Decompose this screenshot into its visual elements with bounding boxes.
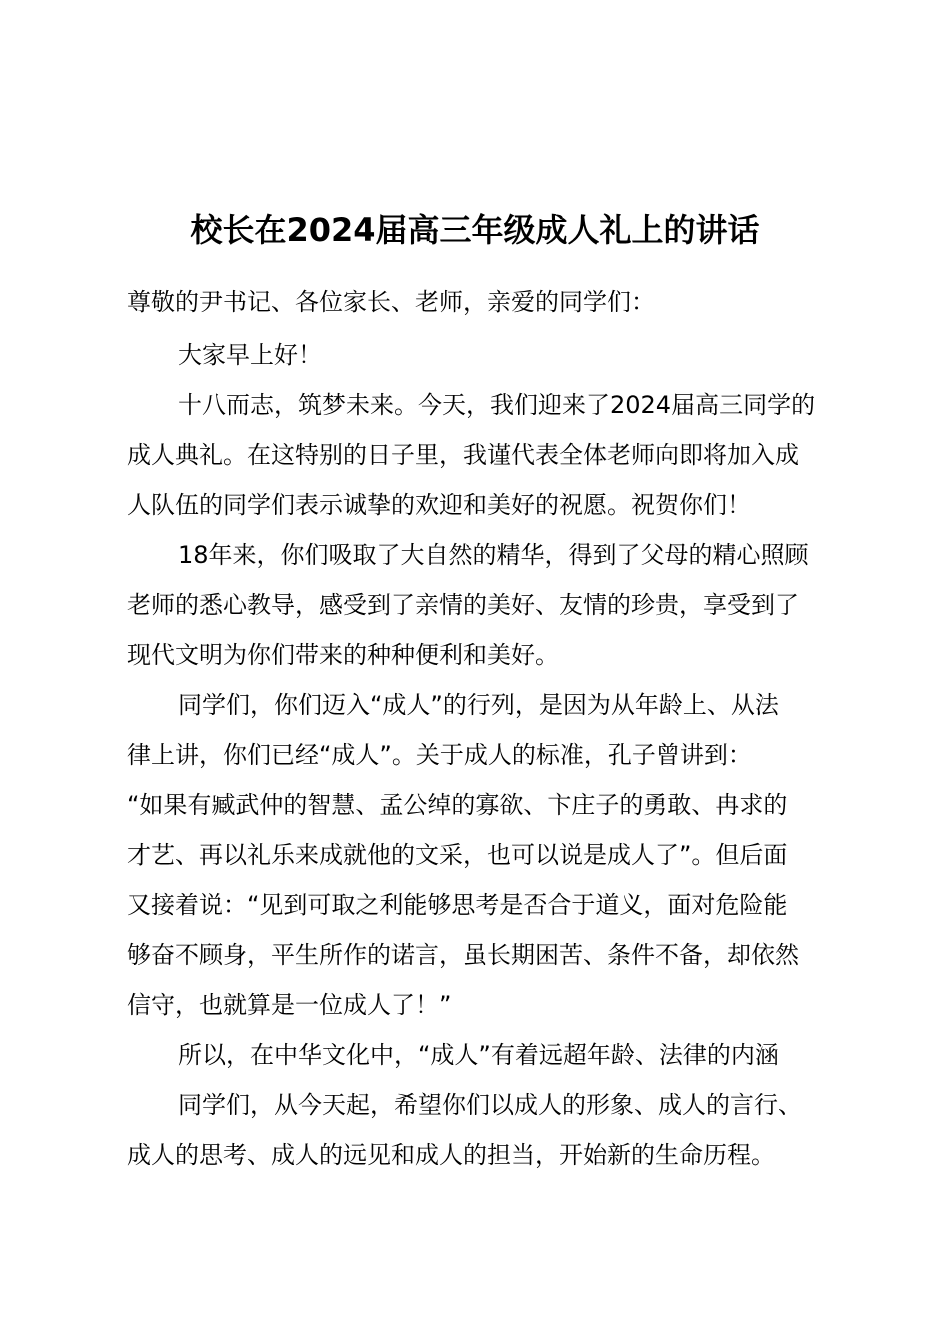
paragraph-line: 成人的思考、成人的远见和成人的担当，开始新的生命历程。 [127, 1141, 775, 1169]
paragraph-line: “如果有臧武仲的智慧、孟公绰的寡欲、卞庄子的勇敢、冉求的 [127, 791, 788, 819]
paragraph-line: 律上讲，你们已经“成人”。关于成人的标准，孔子曾讲到： [127, 741, 752, 769]
paragraph-line: 同学们，从今天起，希望你们以成人的形象、成人的言行、 [178, 1091, 802, 1119]
document-title: 校长在2024届高三年级成人礼上的讲话 [190, 211, 760, 249]
paragraph-line: 才艺、再以礼乐来成就他的文采，也可以说是成人了”。但后面 [127, 841, 788, 869]
greeting: 大家早上好！ [178, 341, 322, 369]
paragraph-line: 又接着说：“见到可取之利能够思考是否合于道义，面对危险能 [127, 891, 788, 919]
paragraph-line: 人队伍的同学们表示诚挚的欢迎和美好的祝愿。祝贺你们！ [127, 491, 751, 519]
paragraph-line: 所以，在中华文化中，“成人”有着远超年龄、法律的内涵 [178, 1041, 779, 1069]
paragraph-line: 十八而志，筑梦未来。今天，我们迎来了2024届高三同学的 [178, 391, 816, 419]
salutation: 尊敬的尹书记、各位家长、老师，亲爱的同学们： [127, 288, 655, 316]
paragraph-line: 老师的悉心教导，感受到了亲情的美好、友情的珍贵，享受到了 [127, 591, 799, 619]
paragraph-line: 现代文明为你们带来的种种便利和美好。 [127, 641, 559, 669]
paragraph-line: 18年来，你们吸取了大自然的精华，得到了父母的精心照顾 [178, 541, 809, 569]
paragraph-line: 够奋不顾身，平生所作的诺言，虽长期困苦、条件不备，却依然 [127, 941, 799, 969]
paragraph-line: 成人典礼。在这特别的日子里，我谨代表全体老师向即将加入成 [127, 441, 799, 469]
paragraph-line: 信守，也就算是一位成人了！” [127, 991, 452, 1019]
paragraph-line: 同学们，你们迈入“成人”的行列，是因为从年龄上、从法 [178, 691, 779, 719]
